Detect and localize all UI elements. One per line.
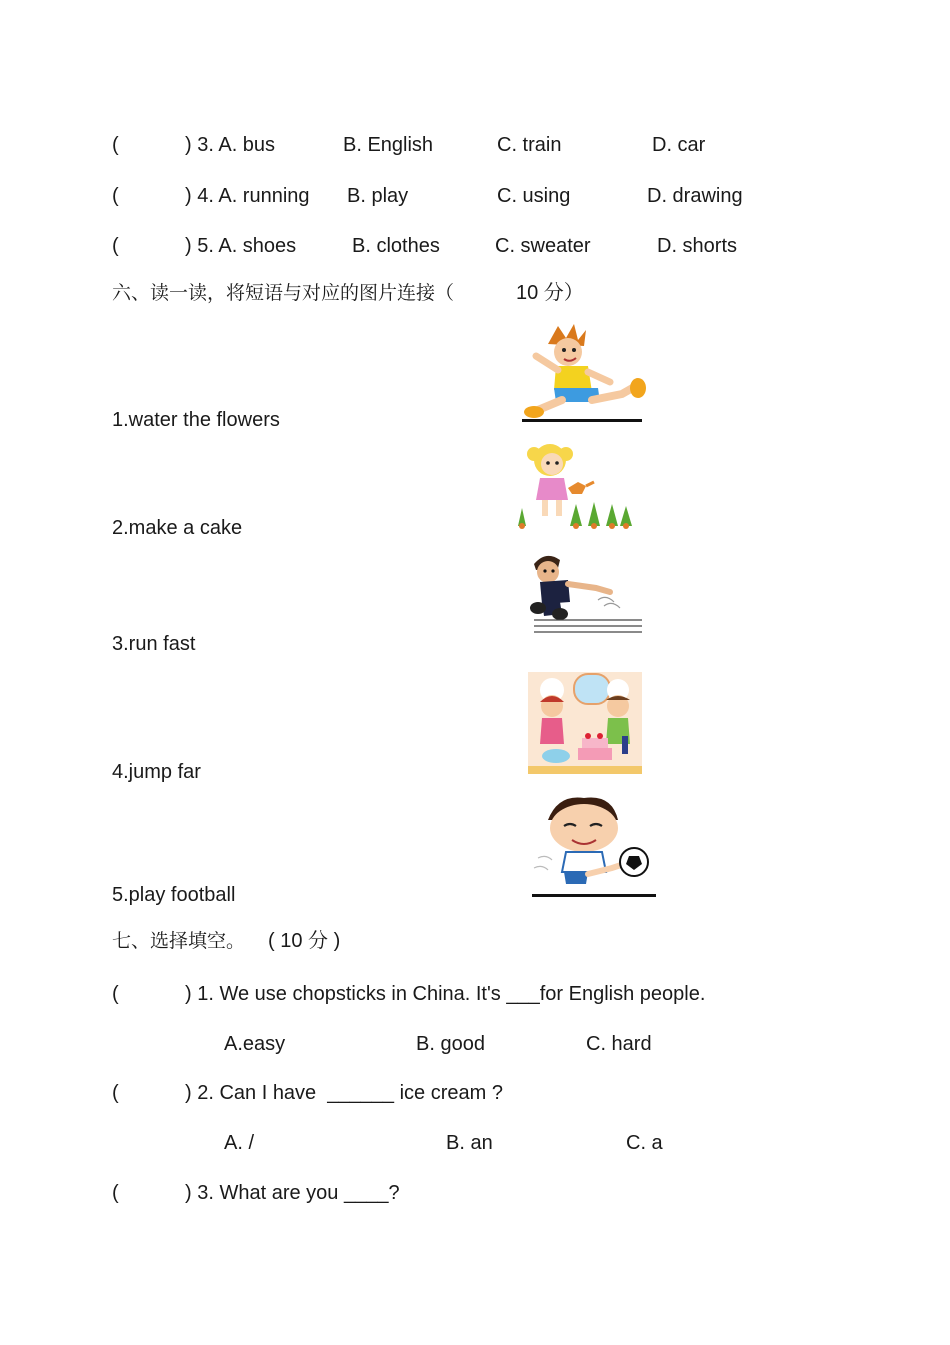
answer-paren-open: ( [112,1082,119,1104]
question-1-text: ) 1. We use chopsticks in China. It's ___for English people. [185,983,706,1005]
question-option-a: ) 3. A. bus [185,134,276,156]
question-option-b: B. clothes [352,235,440,257]
girl-watering-flowers-picture [512,438,636,532]
answer-paren-open: ( [112,185,119,207]
boy-long-jump-picture [526,550,646,642]
phrase-water-the-flowers: 1.water the flowers [112,409,280,431]
question-2-option-a: A. / [224,1132,255,1154]
question-2-option-c: C. a [626,1132,663,1154]
answer-paren-open: ( [112,1182,119,1204]
question-option-d: D. drawing [647,185,743,207]
answer-paren-open: ( [112,134,119,156]
phrase-make-a-cake: 2.make a cake [112,517,243,539]
phrase-run-fast: 3.run fast [112,633,196,655]
question-1-option-a: A.easy [224,1033,286,1055]
question-1-option-b: B. good [416,1033,485,1055]
running-boy-picture [518,322,646,426]
question-2-option-b: B. an [446,1132,493,1154]
answer-paren-open: ( [112,235,119,257]
question-1-option-c: C. hard [586,1033,652,1055]
question-option-c: C. train [497,134,562,156]
section-score: 10 分） [516,282,584,304]
question-option-b: B. play [347,185,409,207]
question-option-a: ) 4. A. running [185,185,310,207]
phrase-jump-far: 4.jump far [112,761,201,783]
section-score: ( 10 分 ) [268,930,341,952]
question-option-d: D. shorts [657,235,738,257]
kids-making-cake-picture [528,672,642,774]
question-option-d: D. car [652,134,706,156]
question-option-c: C. sweater [495,235,591,257]
boy-playing-football-picture [528,794,660,900]
question-3-text: ) 3. What are you ____? [185,1182,400,1204]
question-option-c: C. using [497,185,571,207]
question-2-text: ) 2. Can I have ______ ice cream ? [185,1082,503,1104]
question-option-a: ) 5. A. shoes [185,235,297,257]
section-heading-matching: 六、读一读，将短语与对应的图片连接（ [112,282,455,304]
answer-paren-open: ( [112,983,119,1005]
section-heading-multiple-choice: 七、选择填空。 [112,930,246,952]
phrase-play-football: 5.play football [112,884,236,906]
question-option-b: B. English [343,134,434,156]
